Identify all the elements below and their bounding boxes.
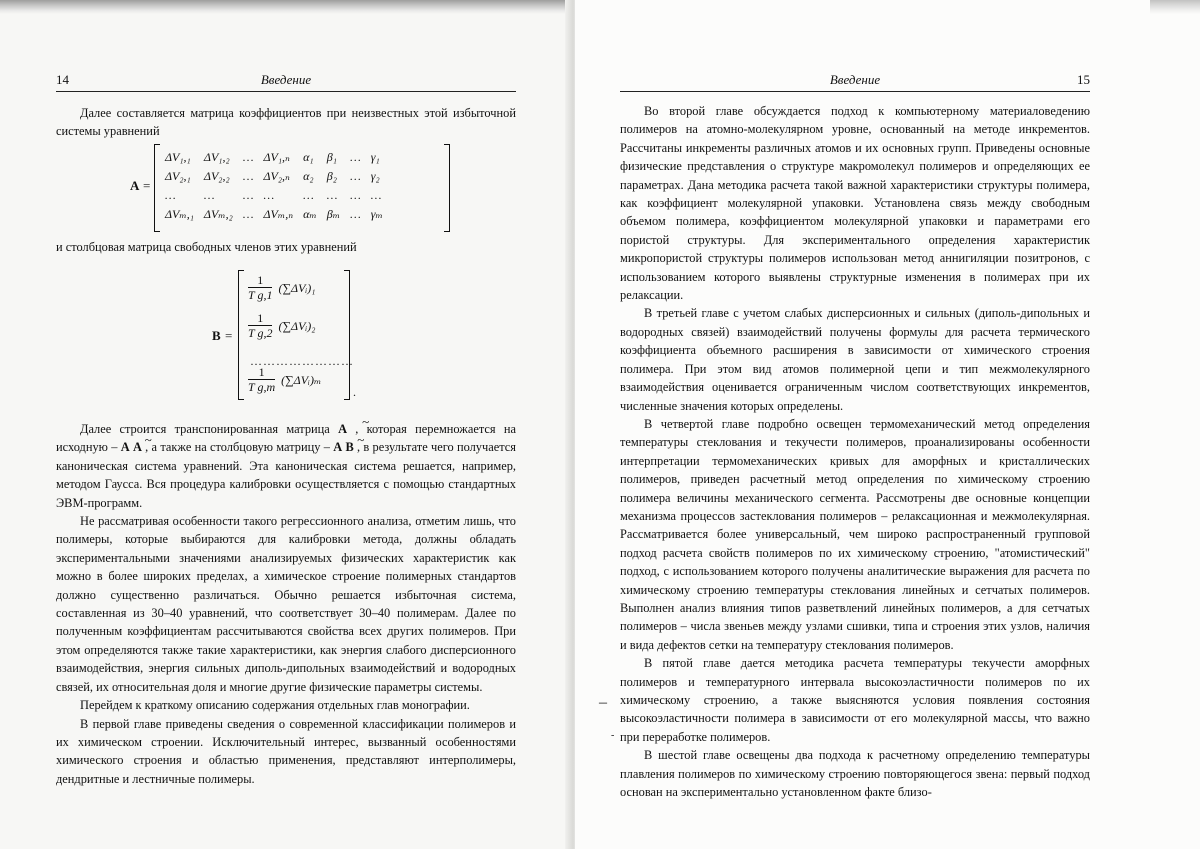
matrix-cell: … bbox=[242, 150, 254, 164]
header-rule bbox=[620, 91, 1090, 92]
paragraph: Перейдем к краткому описанию содержания отдельных глав монографии. bbox=[80, 698, 470, 713]
matrix-cell: ΔVₘ,₂ bbox=[203, 207, 233, 221]
matrix-cell: … bbox=[242, 188, 254, 202]
matrix-row bbox=[160, 186, 388, 205]
matrix-cell: γₘ bbox=[370, 207, 383, 221]
matrix-cell: … bbox=[165, 188, 176, 202]
matrix-a bbox=[130, 144, 450, 232]
right-page bbox=[575, 0, 1200, 849]
paragraph: и столбцовая матрица свободных членов этих уравнений bbox=[56, 240, 357, 254]
matrix-symbol: ~ A bbox=[333, 440, 342, 454]
matrix-b-row bbox=[248, 312, 315, 340]
matrix-cell: β₁ bbox=[326, 150, 337, 164]
matrix-a-grid bbox=[160, 148, 388, 224]
matrix-symbol: A bbox=[132, 440, 142, 455]
numerator: 1 bbox=[248, 366, 275, 380]
left-bracket bbox=[238, 270, 244, 400]
paragraph: В шестой главе освещены два подхода к расчетному определению температуры плавления полимеров по химическому строению повторяющегося звена: первый подход основан на экспериментально установленном факте близо- bbox=[620, 748, 1090, 800]
denominator: T g,m bbox=[248, 380, 276, 394]
matrix-cell: ΔV₁,ₙ bbox=[263, 150, 290, 164]
period: . bbox=[353, 385, 356, 399]
matrix-cell: β₂ bbox=[326, 169, 337, 183]
ellipsis-row: …………………… bbox=[250, 354, 354, 368]
paragraph: В пятой главе дается методика расчета температуры текучести аморфных полимеров и температурного интервала высокоэластичности полимеров по их химическому строению, а также выясняются условия появления состояния высокоэластичности полимера в зависимости от его молекулярной массы, что важно при переработке полимеров. bbox=[620, 656, 1090, 744]
matrix-cell: … bbox=[370, 188, 382, 202]
scan-shadow bbox=[0, 0, 575, 14]
matrix-cell: … bbox=[263, 188, 275, 202]
page-number: 15 bbox=[1077, 72, 1090, 87]
right-bracket bbox=[344, 270, 350, 400]
sum-term: (∑ΔVᵢ)ₘ bbox=[281, 372, 322, 387]
text-run: Далее строится транспонированная матрица bbox=[80, 422, 339, 436]
matrix-cell: … bbox=[350, 169, 361, 183]
paragraph: Во второй главе обсуждается подход к компьютерному материаловедению полимеров на атомно-молекулярном уровне, основанный на методе инкрементов. Рассчитаны инкременты различных атомов и их основных групп. Приведены основные физические представления о структуре макромолекул полимеров и определяющих ее параметрах. Дана методика расчета такой важной характеристики структуры полимера, как коэффициент молекулярной упаковки. Установлена связь между свободным объемом полимера, коэффициентом молекулярной упаковки и параметрами его пористой структуры. Для экспериментального определения характеристик микропористой структуры полимеров использован метод аннигиляции позитронов, с использованием которого выявлены структурные изменения в полимерах при их релаксации. bbox=[620, 104, 1090, 303]
paragraph: В четвертой главе подробно освещен термомеханический метод определения температуры стеклования и текучести полимеров, проанализированы особенности интерпретации термомеханических кривых для аморфных и кристаллических полимеров, приведен расчетный метод определения по химическому строению полимера величины механического сегмента. Рассмотрены две основные концепции механизма процессов застеклования полимеров – релаксационная и межмолекулярная. Рассматривается более универсальный, чем широко распространенный групповой подход расчета свойств полимеров по их химическому строению, "атомистический" подход, с использованием которого получены аналитические выражения для расчета по химическому строению температуры стеклования линейных и сетчатых полимеров. Выполнен анализ влияния типов разветвлений линейных полимеров, а для сетчатых полимеров – числа звеньев между узлами сшивки, типа и строения этих узлов, наличия и вида дефектов сетки на температуру стеклования полимеров. bbox=[620, 416, 1090, 652]
matrix-cell: ΔV₂,₂ bbox=[203, 169, 230, 183]
matrix-cell: … bbox=[242, 207, 254, 221]
page-header bbox=[56, 70, 516, 90]
matrix-cell: … bbox=[303, 188, 314, 202]
between-text bbox=[56, 238, 516, 256]
header-rule bbox=[56, 91, 516, 92]
matrix-cell: … bbox=[350, 207, 361, 221]
matrix-b bbox=[212, 270, 362, 400]
matrix-b-row bbox=[248, 274, 315, 302]
margin-mark: – bbox=[599, 694, 607, 711]
matrix-b-row bbox=[248, 366, 321, 394]
paragraph-transposed bbox=[56, 420, 516, 512]
matrix-cell: … bbox=[350, 150, 361, 164]
matrix-row bbox=[160, 167, 388, 186]
text-run: , которая перемножается на исходную – bbox=[56, 422, 516, 455]
matrix-cell: γ₁ bbox=[370, 150, 380, 164]
matrix-cell: ΔV₁,₁ bbox=[165, 150, 191, 164]
numerator: 1 bbox=[248, 274, 272, 288]
right-bracket bbox=[444, 144, 450, 232]
fraction bbox=[248, 366, 275, 394]
matrix-cell: α₂ bbox=[303, 169, 314, 183]
fraction bbox=[248, 274, 272, 302]
left-body-text bbox=[56, 420, 516, 788]
matrix-cell: α₁ bbox=[303, 150, 314, 164]
left-page bbox=[0, 0, 575, 849]
matrix-cell: βₘ bbox=[326, 207, 341, 221]
matrix-cell: γ₂ bbox=[370, 169, 380, 183]
paragraph: В первой главе приведены сведения о современной классификации полимеров и их химическом строении. Исключительный интерес, вызванный особенностями химического строения и областью применения, представляют интерполимеры, дендритные и лестничные полимеры. bbox=[56, 716, 516, 786]
paragraph: Не рассматривая особенности такого регрессионного анализа, отметим лишь, что полимеры, которые выбираются для калибровки метода, должны обладать экспериментальными значениями анализируемых физических характеристик как можно в более широких пределах, а химическое строение полимерных стандартов должно существенно различаться. Обычно решается избыточная система, составленная из 30–40 уравнений, что соответствует 30–40 полимерам. Далее по полученным коэффициентам рассчитываются свойства всех других полимеров. При этом определяются также такие характеристики, как энергия слабого дисперсионного взаимодействия, энергия сильных диполь-дипольных взаимодействий и водородных связей, их относительная доля и многие другие физические параметры системы. bbox=[56, 514, 516, 694]
numerator: 1 bbox=[248, 312, 272, 326]
running-title: Введение bbox=[260, 72, 312, 87]
matrix-label: B bbox=[212, 328, 221, 343]
matrix-cell: ΔV₂,ₙ bbox=[263, 169, 290, 183]
right-body-text bbox=[620, 102, 1090, 801]
page-header bbox=[620, 70, 1090, 90]
page-number: 14 bbox=[56, 72, 69, 87]
denominator: T g,1 bbox=[248, 288, 273, 302]
sum-term: (∑ΔVᵢ)₁ bbox=[278, 280, 316, 295]
sum-term: (∑ΔVᵢ)₂ bbox=[278, 318, 316, 333]
matrix-symbol: B bbox=[345, 440, 354, 455]
denominator: T g,2 bbox=[248, 326, 273, 340]
matrix-cell: αₘ bbox=[303, 207, 317, 221]
matrix-cell: ΔV₂,₁ bbox=[165, 169, 191, 183]
matrix-label: A bbox=[130, 178, 140, 193]
matrix-row bbox=[160, 205, 388, 224]
equals-sign: = bbox=[143, 178, 151, 193]
fraction bbox=[248, 312, 272, 340]
matrix-row bbox=[160, 148, 388, 167]
matrix-symbol: ~ A bbox=[338, 422, 347, 436]
intro-text bbox=[56, 104, 516, 141]
margin-mark: - bbox=[611, 730, 615, 741]
matrix-cell: ΔVₘ,₁ bbox=[165, 207, 194, 221]
matrix-cell: … bbox=[326, 188, 338, 202]
scan-shadow bbox=[1150, 0, 1200, 14]
paragraph: Далее составляется матрица коэффициентов при неизвестных этой избыточной системы уравнений bbox=[56, 106, 516, 139]
matrix-cell: … bbox=[350, 188, 361, 202]
running-title: Введение bbox=[829, 72, 881, 87]
matrix-symbol: ~ A bbox=[121, 440, 130, 454]
matrix-cell: ΔV₁,₂ bbox=[203, 150, 230, 164]
matrix-cell: … bbox=[203, 188, 215, 202]
text-run: , в результате чего получается каноническая система уравнений. Эта каноническая система решается, например, методом Гаусса. Вся процедура калибровки осуществляется с помощью стандартных ЭВМ-программ. bbox=[56, 440, 516, 510]
equals-sign: = bbox=[225, 328, 233, 343]
matrix-cell: ΔVₘ,ₙ bbox=[263, 207, 294, 221]
matrix-cell: … bbox=[242, 169, 254, 183]
paragraph: В третьей главе с учетом слабых дисперсионных и сильных (диполь-дипольных и водородных связей) взаимодействий получены формулы для расчета термического коэффициента объемного расширения в зависимости от химического строения полимера. При этом вид атомов полимерной цепи и тип межмолекулярного взаимодействия оценивается ограниченным числом соответствующих инкрементов, численные значения которых определены. bbox=[620, 306, 1090, 413]
text-run: , а также на столбцовую матрицу – bbox=[141, 440, 334, 455]
